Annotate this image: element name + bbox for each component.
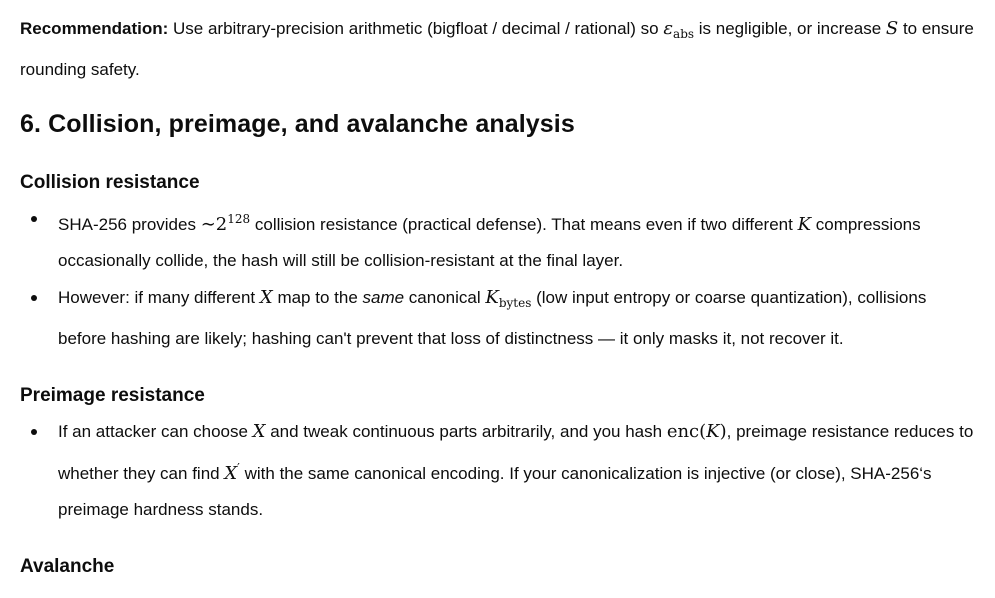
- list-item: [20, 280, 977, 357]
- math-segment: bytes: [498, 296, 532, 310]
- italic-text: same: [362, 288, 405, 307]
- text-segment: with the same canonical encoding. If your canonicalization is injective (or close), SHA-256‘s preimage hardness stands.: [58, 464, 932, 519]
- list-item-text: [58, 212, 921, 270]
- bullet-icon: [31, 295, 37, 301]
- list-item-text: [58, 422, 973, 519]
- subheading-avalanche: Avalanche: [20, 556, 115, 577]
- recommendation-paragraph: [20, 11, 977, 88]
- math-segment: ′: [237, 461, 240, 475]
- subheading-collision-resistance: Collision resistance: [20, 172, 200, 193]
- text-segment: is negligible, or increase: [694, 19, 886, 38]
- text-segment: Use arbitrary-precision arithmetic (bigfloat / decimal / rational) so: [168, 19, 664, 38]
- text-segment: to ensure rounding safety.: [20, 19, 974, 79]
- list-item: [20, 414, 977, 528]
- math-segment: K: [706, 421, 720, 442]
- text-segment: map to the: [272, 288, 363, 307]
- math-segment: X: [259, 287, 273, 308]
- text-segment: If an attacker can choose: [58, 422, 253, 441]
- subheading-preimage-resistance: Preimage resistance: [20, 385, 205, 406]
- math-segment: 128: [227, 212, 251, 226]
- section-heading: 6. Collision, preimage, and avalanche analysis: [20, 110, 575, 138]
- list-item: [20, 201, 977, 279]
- text-segment: canonical: [404, 288, 486, 307]
- bold-text: Recommendation:: [20, 19, 169, 38]
- math-segment: ε: [663, 18, 674, 39]
- math-segment: K: [485, 287, 499, 308]
- math-segment: abs: [673, 27, 695, 41]
- preimage-bullet-list: [20, 414, 977, 528]
- math-segment: ∼2: [200, 214, 228, 235]
- math-segment: ): [719, 421, 727, 442]
- math-segment: S: [885, 18, 899, 39]
- text-segment: However: if many different: [58, 288, 260, 307]
- text-segment: , preimage resistance reduces to whether they can find: [58, 422, 974, 483]
- text-segment: SHA-256 provides: [58, 215, 201, 234]
- text-segment: (low input entropy or coarse quantization), collisions before hashing are likely; hashing can't prevent that loss of distinctness — it only masks it, not recover it.: [58, 288, 927, 348]
- text-segment: collision resistance (practical defense). That means even if two different: [250, 215, 798, 234]
- list-item-text: [58, 288, 926, 348]
- bullet-icon: [31, 429, 37, 435]
- math-segment: enc(: [666, 421, 707, 442]
- text-segment: compressions occasionally collide, the hash will still be collision-resistant at the final layer.: [58, 215, 921, 270]
- collision-bullet-list: [20, 201, 977, 357]
- math-segment: X: [252, 421, 266, 442]
- text-segment: and tweak continuous parts arbitrarily, and you hash: [265, 422, 667, 441]
- math-segment: K: [797, 214, 812, 235]
- math-segment: X: [224, 463, 238, 484]
- bullet-icon: [31, 216, 37, 222]
